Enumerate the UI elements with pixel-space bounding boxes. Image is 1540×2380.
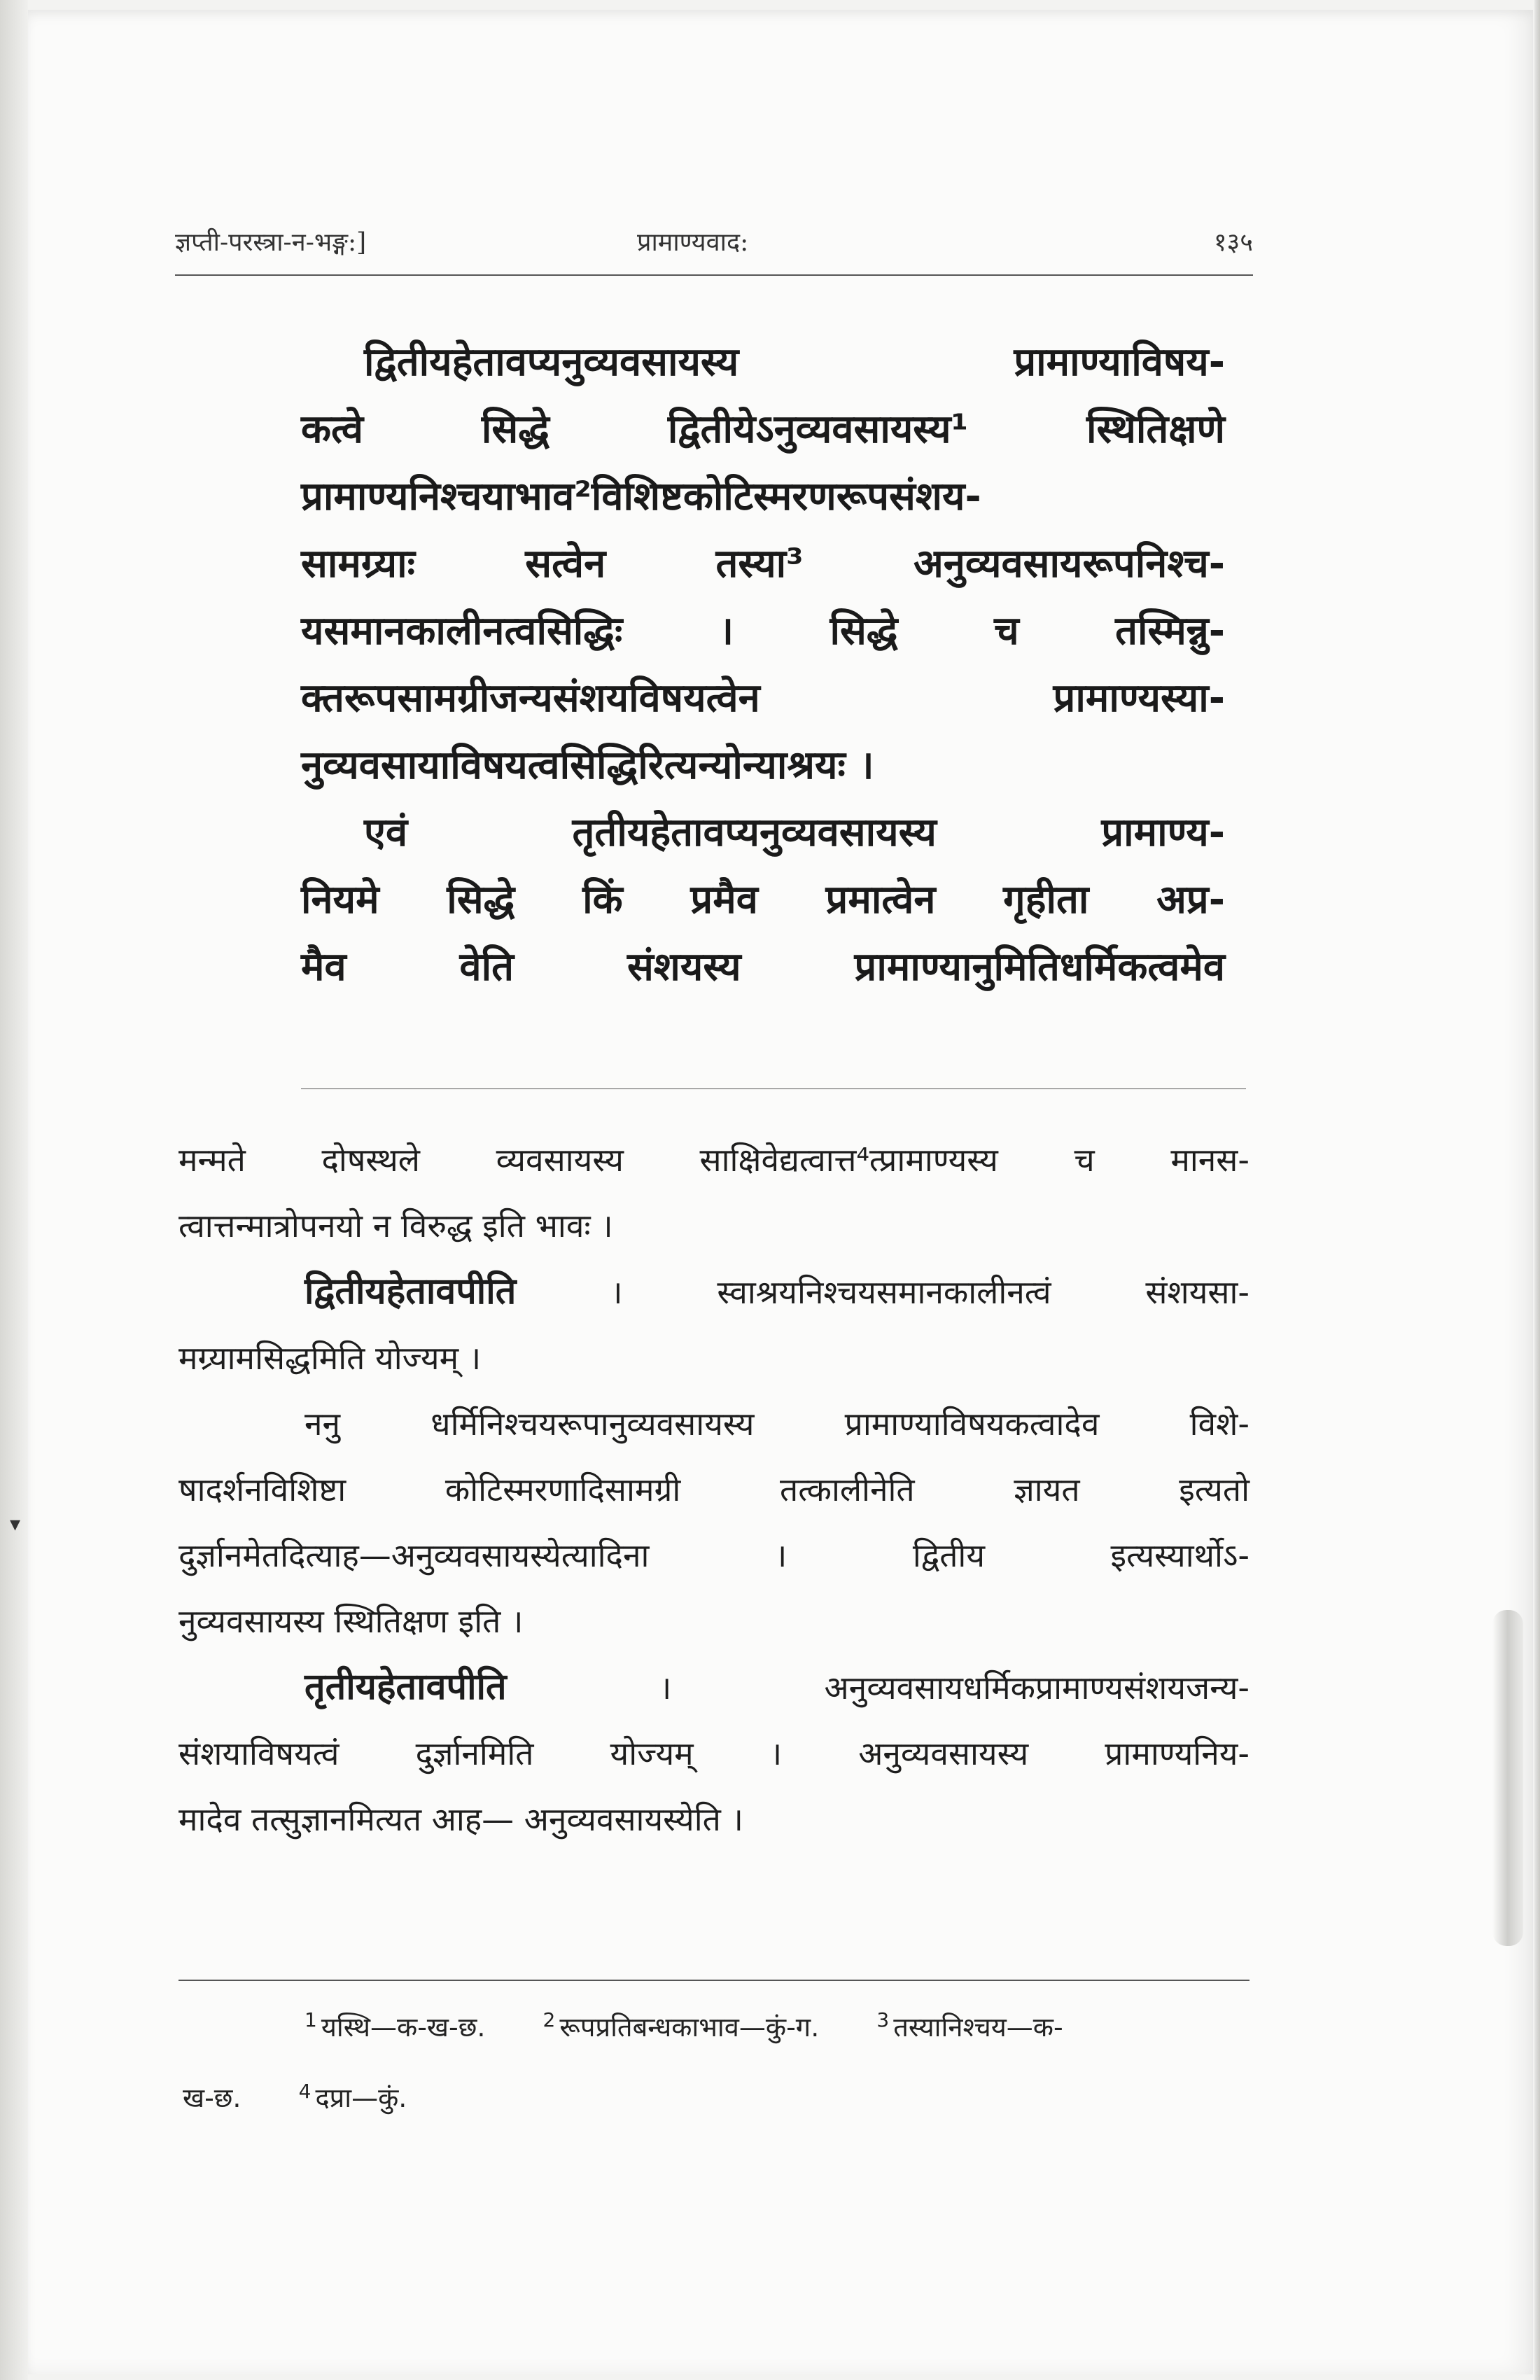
commentary-line: द्वितीयहेतावपीति । स्वाश्रयनिश्चयसमानकालीनत्वं संशयसा- — [304, 1270, 1250, 1312]
commentary-line: संशयाविषयत्वं दुर्ज्ञानमिति योज्यम् । अनुव्यवसायस्य प्रामाण्यनिय- — [178, 1735, 1250, 1772]
page-tear — [1492, 1610, 1523, 1946]
footnote: $^3$ तस्यानिश्चय—क- — [876, 2008, 1063, 2043]
main-line: सामग्र्याः सत्वेन तस्या³ अनुव्यवसायरूपनिश्च- — [301, 541, 1225, 587]
main-line: क्तरूपसामग्रीजन्यसंशयविषयत्वेन प्रामाण्यस्या- — [301, 676, 1225, 721]
main-line: नुव्यवसायाविषयत्वसिद्धिरित्यन्योन्याश्रयः । — [301, 743, 874, 788]
main-line: नियमे सिद्धे किं प्रमैव प्रमात्वेन गृहीता अप्र- — [301, 877, 1225, 923]
commentary-line: ननु धर्मिनिश्चयरूपानुव्यवसायस्य प्रामाण्याविषयकत्वादेव विशे- — [304, 1405, 1250, 1443]
main-line: प्रामाण्यनिश्चयाभाव²विशिष्टकोटिस्मरणरूपसंशय- — [301, 474, 981, 519]
footnote: $^4$ दप्रा—कुं. — [298, 2079, 407, 2114]
commentary-line: दुर्ज्ञानमेतदित्याह—अनुव्यवसायस्येत्यादिना । द्वितीय इत्यस्यार्थोऽ- — [178, 1536, 1250, 1574]
running-head-title: प्रामाण्यवाद: — [637, 228, 749, 257]
footnote-line — [178, 1988, 1250, 2059]
footnotes — [178, 1988, 1250, 2130]
footnote-line — [178, 2059, 1250, 2131]
main-line: कत्वे सिद्धे द्वितीयेऽनुव्यवसायस्य¹ स्थितिक्षणे — [301, 407, 1225, 452]
main-line: द्वितीयहेतावप्यनुव्यवसायस्य प्रामाण्याविषय- — [364, 340, 1225, 385]
lemma: तृतीयहेतावपीति — [304, 1666, 507, 1708]
commentary-line: त्वात्तन्मात्रोपनयो न विरुद्ध इति भावः । — [178, 1207, 613, 1245]
header-rule — [175, 274, 1253, 276]
main-text — [301, 329, 1225, 1001]
running-head-section: ज्ञप्ती-परस्त्रा-न-भङ्ग:] — [175, 228, 367, 257]
commentary-line: मन्मते दोषस्थले व्यवसायस्य साक्षिवेद्यत्वात्त⁴त्प्रामाण्यस्य च मानस- — [178, 1141, 1250, 1179]
main-line: एवं तृतीयहेतावप्यनुव्यवसायस्य प्रामाण्य- — [364, 810, 1225, 855]
page-number: १३५ — [1213, 228, 1253, 257]
binding-shadow — [0, 0, 28, 2380]
footnote-rule — [178, 1980, 1250, 1981]
commentary-line: षादर्शनविशिष्टा कोटिस्मरणादिसामग्री तत्कालीनेति ज्ञायत इत्यतो — [178, 1471, 1250, 1508]
main-line: मैव वेति संशयस्य प्रामाण्यानुमितिधर्मिकत्वमेव — [301, 944, 1225, 990]
commentary-line: नुव्यवसायस्य स्थितिक्षण इति । — [178, 1602, 524, 1640]
commentary-line: तृतीयहेतावपीति । अनुव्यवसायधर्मिकप्रामाण्यसंशयजन्य- — [304, 1666, 1250, 1708]
footnote: $^1$ यस्थि—क-ख-छ. — [304, 2008, 486, 2043]
main-line: यसमानकालीनत्वसिद्धिः । सिद्धे च तस्मिन्नु- — [301, 608, 1225, 654]
commentary-line: मादेव तत्सुज्ञानमित्यत आह— अनुव्यवसायस्येति । — [178, 1800, 743, 1838]
running-head — [175, 224, 1253, 266]
page-edge — [1534, 0, 1540, 2380]
footnote: $^2$ रूपप्रतिबन्धकाभाव—कुं-ग. — [542, 2008, 820, 2043]
commentary — [178, 1127, 1250, 1852]
text-commentary-rule — [301, 1088, 1246, 1089]
lemma: द्वितीयहेतावपीति — [304, 1270, 517, 1312]
footnote: ख-छ. — [183, 2082, 241, 2114]
commentary-line: मग्र्यामसिद्धमिति योज्यम् । — [178, 1339, 482, 1377]
margin-mark: ▾ — [10, 1512, 21, 1536]
